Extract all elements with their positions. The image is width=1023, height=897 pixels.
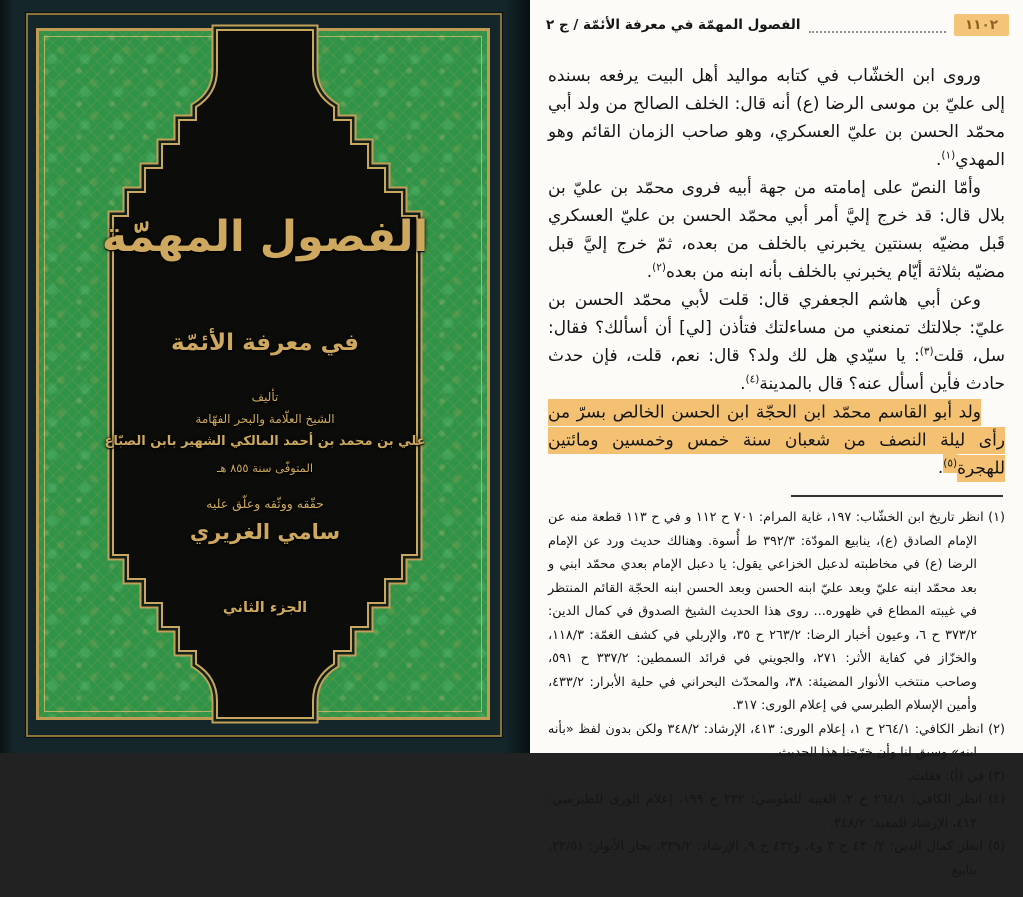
continuation-arrow: ↔: [548, 882, 559, 897]
text-run: ولد أبو القاسم محمّد ابن الحجّة ابن الحسن الخالص بسرّ من رأى ليلة النصف من شعبان سنة خمس وخمسين ومائتين للهجرة: [548, 399, 1005, 482]
body-paragraph: [548, 62, 1005, 174]
cover-author-honorific: الشيخ العلّامة والبحر الفهّامة: [195, 412, 335, 426]
text-run: .: [740, 374, 746, 394]
footnote-ref: (٥): [943, 454, 957, 473]
footnote-item: [548, 765, 1005, 789]
footnote-text: انظر الكافي: ٢٦٤/١ ح ١، إعلام الورى: ٤١٣، الإرشاد: ٣٤٨/٢ ولكن بدون لفظ «بأنه ابنه» وسبق لنا وأن خرّجنا هذا الحديث.: [548, 721, 984, 760]
cover-subtitle: في معرفة الأئمّة: [171, 330, 359, 356]
book-page: [530, 0, 1023, 897]
footnote-ref: (١): [941, 149, 956, 162]
text-run: وروى ابن الخشّاب في كتابه مواليد أهل البيت يرفعه بسنده إلى عليّ بن موسى الرضا (ع) أنه قال: الخلف الصالح من ولد أبي محمّد الحسن بن عليّ العسكري، وهو صاحب الزمان القائم وهو المهدي: [548, 66, 1005, 170]
footnote-separator: [791, 495, 1003, 497]
footnote-marker: (٣): [984, 768, 1005, 784]
body-paragraph: [548, 286, 1005, 398]
running-title: الفصول المهمّة في معرفة الأئمّة / ج ٢: [546, 17, 801, 33]
text-run: .: [935, 150, 942, 170]
footnote-marker: (٥): [983, 839, 1005, 854]
footnote-item: [548, 788, 1005, 835]
cover-title: الفصول المهمّة: [101, 212, 429, 262]
text-run: .: [646, 262, 653, 282]
footnote-item: [548, 718, 1005, 765]
cover-death-year: المتوفّى سنة ٨٥٥ هـ: [216, 461, 314, 475]
footnotes: [548, 506, 1005, 882]
footnote-ref: (٤): [745, 373, 760, 386]
cover-author-name: علي بن محمد بن أحمد المالكي الشهير بابن الصبّاغ: [104, 434, 426, 449]
footnote-text: في (أ): فقلت.: [907, 768, 985, 784]
footnote-marker: (٤): [981, 792, 1005, 807]
text-run: وعن أبي هاشم الجعفري قال: قلت لأبي محمّد الحسن بن عليّ: جلالتك تمنعني من مساءلتك فتأذن [لي] أن أسألك؟ فقال: سل، قلت: [548, 290, 1005, 366]
cover-editor-name: سامي الغريري: [189, 520, 341, 544]
cover-volume-label: الجزء الثاني: [222, 600, 308, 616]
book-cover: [0, 0, 530, 753]
footnote-item: [548, 506, 1005, 718]
footnote-marker: (٢): [983, 721, 1006, 737]
text-run: .: [937, 458, 944, 478]
body-text: [548, 62, 1005, 482]
page-number-badge: ١١٠٢: [954, 14, 1009, 36]
cover-editor-label: حقّقه ووثّقه وعلّق عليه: [206, 496, 324, 511]
text-run: وأمّا النصّ على إمامته من جهة أبيه فروى محمّد بن عليّ بن بلال قال: قد خرج إليَّ أمر أبي محمّد الحسن بن عليّ العسكري قَبل مضيّه بسنتين يخبرني بالخلف من بعده، ثمّ خرج إليَّ قبل مضيّه بثلاثة أيّام يخبرني بالخلف بأنه ابنه من بعده: [548, 178, 1005, 282]
footnote-item: [548, 835, 1005, 882]
cover-text-block: [0, 0, 530, 753]
footnote-text: انظر تاريخ ابن الخشّاب: ١٩٧، غاية المرام: ٧٠١ ح ١١٢ و في ح ١١٣ قطعة منه عن الإمام الصادق (ع)، ينابيع المودّة: ٣٩٢/٣ ط أُسوة. وهنالك حديث ورد عن الإمام الرضا (ع) في مخاطبته لدعبل الخزاعي يقول: يا دعبل الإمام بعدي محمّد ابني و بعد محمّد ابنه عليّ وبعد عليّ ابنه الحسن وبعد الحسن ابنه الحجّة القائم المنتظر في غيبته المطاع في ظهوره... روى هذا الحديث الشيخ الصدوق في كمال الدين: ٣٧٣/٢ ح ٦، وعيون أخبار الرضا: ٢٦٣/٢ ح ٣٥، والإربلي في كشف الغمّة: ١١٨/٣، والخزّاز في كفاية الأثر: ٢٧١، والجويني في فرائد السمطين: ٣٣٧/٢ ح ٥٩١، وصاحب منتخب الأنوار المضيئة: ٣٨، والمحدّث البحراني في حلية الأبرار: ٤٣٣/٢، وأمين الإسلام الطبرسي في إعلام الورى: ٣١٧.: [548, 510, 984, 713]
footnote-ref: (٢): [652, 261, 666, 274]
footnote-ref: (٣): [919, 345, 934, 358]
body-paragraph: [548, 398, 1005, 482]
footnote-text: انظر كمال الدين: ٤٣٠/٢ ح ٣ و٤، و٤٣٢ ح ٩، الإرشاد: ٣٣٩/٢، بحار الأنوار: ٢٣/٥١، ينابيع: [548, 839, 984, 878]
body-paragraph: [548, 174, 1005, 286]
text-run: : يا سيّدي هل لك ولد؟ قال: نعم، قلت، فإن حدث حادث فأين أسأل عنه؟ قال بالمدينة: [548, 346, 1005, 394]
cover-byline-label: تأليف: [251, 390, 279, 404]
footnote-marker: (١): [983, 510, 1005, 525]
page-header: [546, 14, 1009, 36]
dotted-leader: [809, 18, 947, 33]
footnote-text: انظر الكافي: ٢٦٤/١ ح ٢، الغيبة للطوسي: ٢٣٢ ح ١٩٩، إعلام الورى للطبرسي: ٤١٣، الإرشاد للمفيد: ٣٤٨/٢.: [548, 792, 982, 831]
